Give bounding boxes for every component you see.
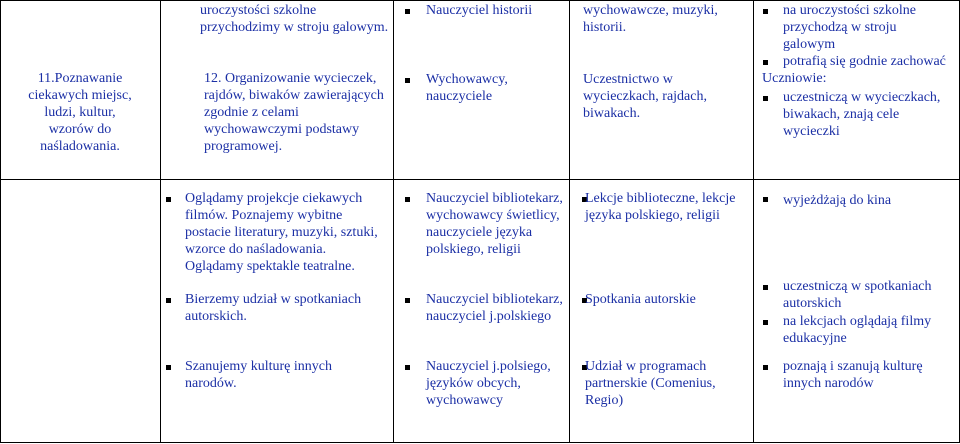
bullet-icon bbox=[763, 9, 768, 14]
bullet-icon bbox=[405, 197, 410, 202]
activity-cell: Oglądamy projekcje ciekawych filmów. Poznajemy wybitne postacie literatury, muzyki, sztuki, wzorce do naśladowania. Oglądamy spektakle teatralne. bbox=[185, 191, 378, 274]
bullet-icon bbox=[763, 320, 768, 325]
column-divider bbox=[0, 0, 1, 443]
column-divider bbox=[393, 0, 394, 443]
table-border-top bbox=[0, 0, 960, 1]
effect-cell: uczestniczą w spotkaniach autorskich bbox=[783, 279, 932, 311]
form-cell: Lekcje biblioteczne, lekcje języka polskiego, religii bbox=[585, 191, 736, 223]
column-divider bbox=[160, 0, 161, 443]
effect-cell: na lekcjach oglądają filmy edukacyjne bbox=[783, 314, 932, 346]
bullet-icon bbox=[405, 365, 410, 370]
bullet-icon bbox=[405, 78, 410, 83]
activity-cell-top: uroczystości szkolne przychodzimy w stroju galowym. bbox=[200, 3, 389, 35]
responsible-cell: Nauczyciel bibliotekarz, nauczyciel j.polskiego bbox=[426, 292, 563, 324]
form-cell: Udział w programach partnerskie (Comenius, Regio) bbox=[585, 359, 716, 408]
effect-cell: uczestniczą w wycieczkach, biwakach, znają cele wycieczki bbox=[783, 90, 941, 139]
activity-cell: 12. Organizowanie wycieczek, rajdów, biwaków zawierających zgodnie z celami wychowawczymi podstawy programowej. bbox=[204, 71, 384, 154]
form-cell: Spotkania autorskie bbox=[585, 292, 696, 307]
bullet-icon bbox=[763, 365, 768, 370]
column-divider bbox=[753, 0, 754, 443]
goal-cell: 11.Poznawanie ciekawych miejsc, ludzi, kultur, wzorów do naśladowania. bbox=[28, 71, 132, 154]
effect-cell-top: na uroczystości szkolne przychodzą w stroju galowym potrafią się godnie zachować bbox=[783, 3, 946, 69]
bullet-icon bbox=[763, 197, 768, 202]
activity-cell: Szanujemy kulturę innych narodów. bbox=[185, 359, 332, 391]
bullet-icon bbox=[763, 285, 768, 290]
responsible-cell: Nauczyciel j.polsiego, języków obcych, wychowawcy bbox=[426, 359, 551, 408]
row-divider bbox=[0, 179, 960, 180]
responsible-cell: Nauczyciel bibliotekarz, wychowawcy świetlicy, nauczyciele języka polskiego, religii bbox=[426, 191, 563, 257]
effect-heading: Uczniowie: bbox=[762, 71, 827, 86]
bullet-icon bbox=[166, 365, 171, 370]
bullet-icon bbox=[405, 298, 410, 303]
form-cell-top: wychowawcze, muzyki, historii. bbox=[583, 3, 718, 35]
responsible-cell-top: Nauczyciel historii bbox=[426, 3, 533, 18]
bullet-icon bbox=[763, 60, 768, 65]
form-cell: Uczestnictwo w wycieczkach, rajdach, biwakach. bbox=[583, 72, 707, 121]
bullet-icon bbox=[405, 9, 410, 14]
bullet-icon bbox=[763, 96, 768, 101]
effect-cell: wyjeżdżają do kina bbox=[783, 193, 892, 208]
bullet-icon bbox=[166, 298, 171, 303]
activity-cell: Bierzemy udział w spotkaniach autorskich. bbox=[185, 292, 362, 324]
responsible-cell: Wychowawcy, nauczyciele bbox=[426, 72, 508, 104]
table-border-bottom bbox=[0, 442, 960, 443]
column-divider bbox=[569, 0, 570, 443]
effect-cell: poznają i szanują kulturę innych narodów bbox=[783, 359, 923, 391]
bullet-icon bbox=[166, 197, 171, 202]
